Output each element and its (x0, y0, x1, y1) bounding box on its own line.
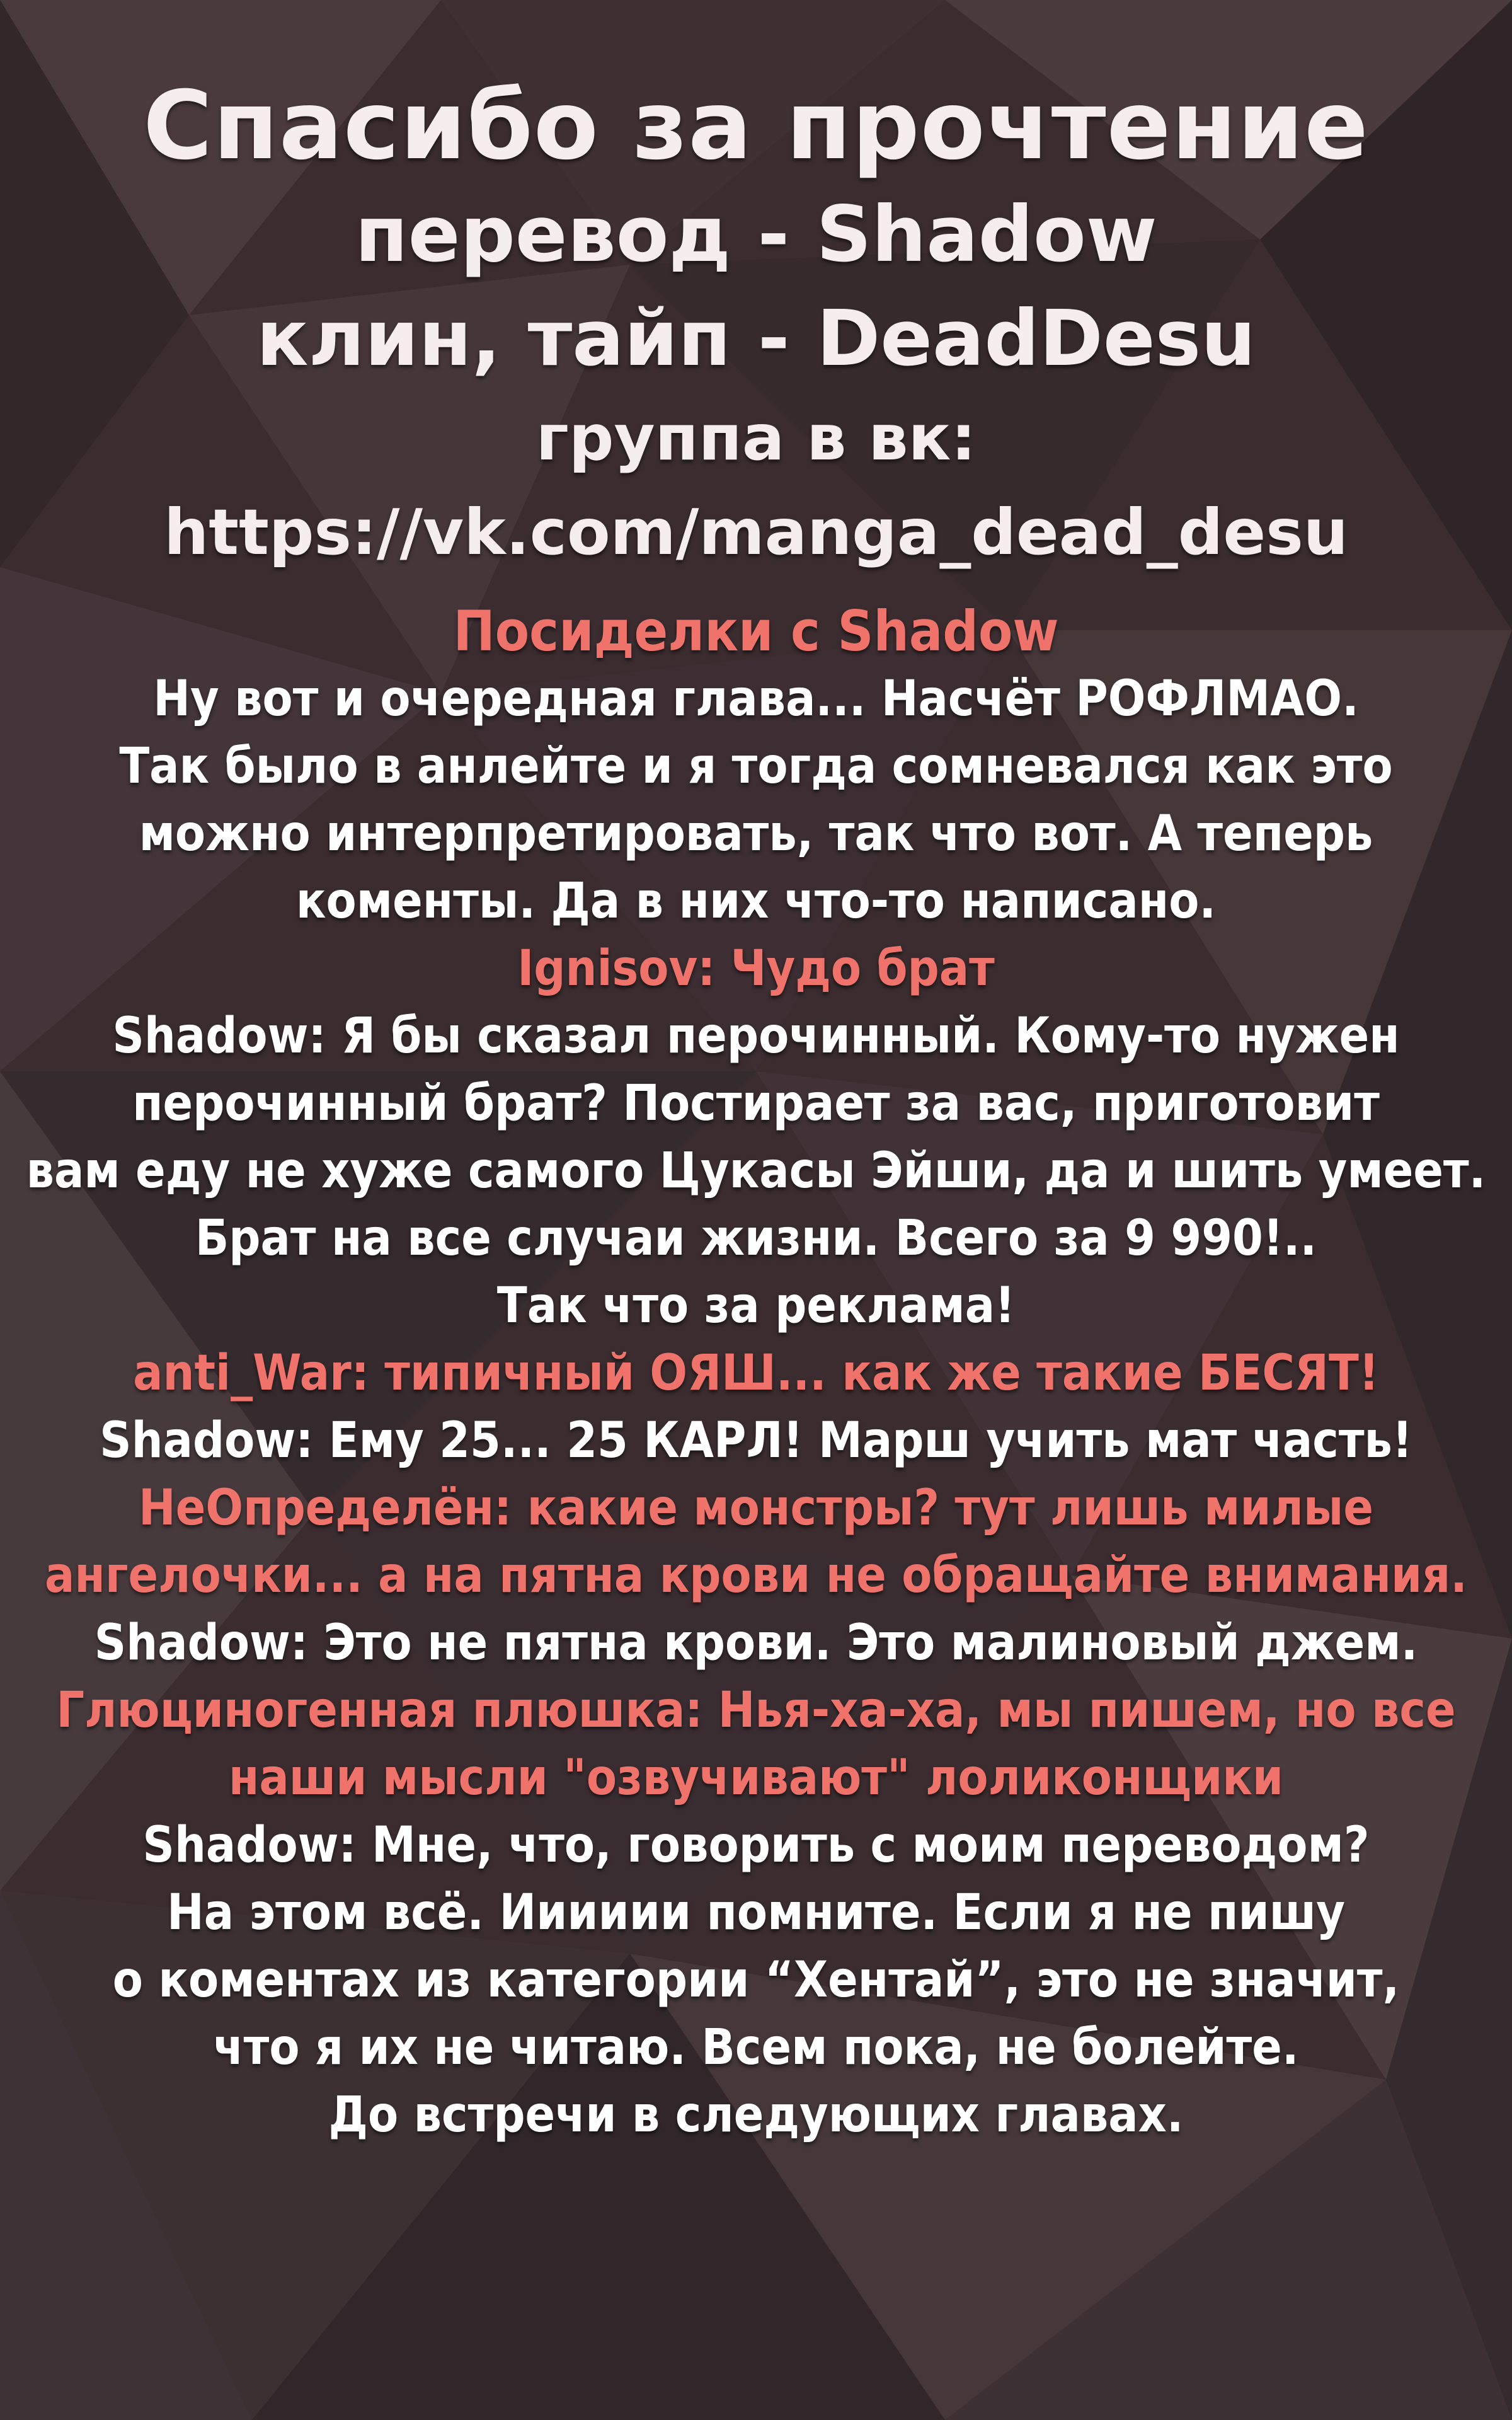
text-line: До встречи в следующих главах. (328, 2087, 1184, 2143)
text-line: наши мысли "озвучивают" лоликонщики (228, 1749, 1284, 1806)
text-line: коменты. Да в них что-то написано. (295, 873, 1217, 930)
section-heading: Посиделки с Shadow (453, 599, 1059, 664)
cleaner-typer-credit: клин, тайп - DeadDesu (256, 294, 1256, 383)
group-link[interactable]: https://vk.com/manga_dead_desu (164, 495, 1348, 569)
text-line: Брат на все случаи жизни. Всего за 9 990!.. (195, 1210, 1317, 1267)
text-line: На этом всё. Ииииии помните. Если я не пишу (167, 1884, 1345, 1941)
text-line: Shadow: Это не пятна крови. Это малиновый джем. (94, 1615, 1418, 1671)
text-line: можно интерпретировать, так что вот. А теперь (139, 805, 1373, 862)
text-line: Ну вот и очередная глава... Насчёт РОФЛМАО. (153, 671, 1359, 727)
text-line: Shadow: Мне, что, говорить с моим переводом? (142, 1817, 1370, 1874)
text-line: Так что за реклама! (496, 1277, 1016, 1334)
translator-credit: перевод - Shadow (355, 190, 1157, 279)
comment-lines (0, 666, 1512, 2149)
text-line: вам еду не хуже самого Цукасы Эйши, да и шить умеет. (26, 1143, 1486, 1199)
text-line: Shadow: Я бы сказал перочинный. Кому-то нужен (112, 1008, 1400, 1064)
text-line: НеОпределён: какие монстры? тут лишь милые (139, 1480, 1373, 1536)
text-line: о коментах из категории “Хентай”, это не значит, (112, 1952, 1400, 2008)
group-label: группа в вк: (536, 401, 976, 475)
text-line: перочинный брат? Постирает за вас, приготовит (132, 1075, 1380, 1132)
page-title: Спасибо за прочтение (143, 71, 1369, 181)
text-line: anti_War: типичный ОЯШ... как же такие БЕСЯТ! (133, 1345, 1379, 1402)
text-line: Ignisov: Чудо брат (517, 940, 995, 997)
text-line: Так было в анлейте и я тогда сомневался как это (119, 738, 1393, 795)
text-line: что я их не читаю. Всем пока, не болейте. (213, 2019, 1299, 2076)
text-line: ангелочки... а на пятна крови не обращайте внимания. (45, 1547, 1467, 1604)
text-line: Shadow: Ему 25... 25 КАРЛ! Марш учить мат часть! (100, 1412, 1412, 1469)
text-line: Глюциногенная плюшка: Нья-ха-ха, мы пишем, но все (56, 1682, 1456, 1739)
